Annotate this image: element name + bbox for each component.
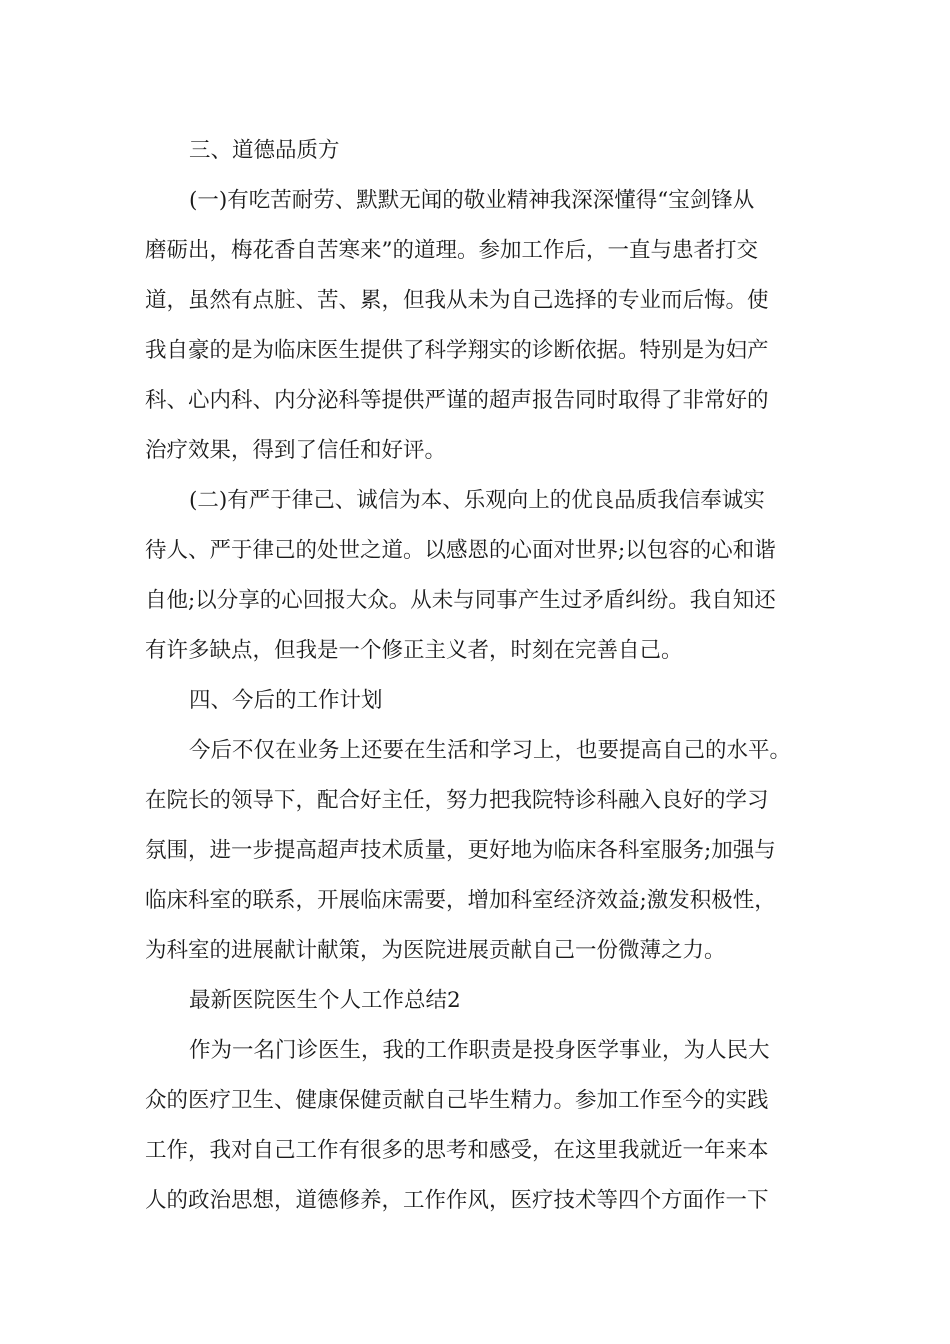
paragraph-line: 众的医疗卫生、健康保健贡献自己毕生精力。参加工作至今的实践: [145, 1088, 769, 1113]
paragraph-line: 道，虽然有点脏、苦、累，但我从未为自己选择的专业而后悔。使: [145, 288, 769, 313]
paragraph-line: 治疗效果，得到了信任和好评。: [145, 438, 447, 463]
article-title-summary-2: 最新医院医生个人工作总结2: [189, 988, 461, 1013]
paragraph-line: 氛围，进一步提高超声技术质量，更好地为临床各科室服务;加强与: [145, 838, 776, 863]
paragraph-line: (二)有严于律己、诚信为本、乐观向上的优良品质我信奉诚实: [189, 488, 765, 513]
paragraph-line: 临床科室的联系，开展临床需要，增加科室经济效益;激发积极性，: [145, 888, 776, 913]
section-heading-future-plan: 四、今后的工作计划: [189, 688, 383, 713]
paragraph-line: 自他;以分享的心回报大众。从未与同事产生过矛盾纠纷。我自知还: [145, 588, 776, 613]
section-heading-moral-quality: 三、道德品质方: [189, 138, 340, 163]
paragraph-line: 作为一名门诊医生，我的工作职责是投身医学事业，为人民大: [189, 1038, 770, 1063]
paragraph-line: 人的政治思想，道德修养，工作作风，医疗技术等四个方面作一下: [145, 1188, 769, 1213]
paragraph-line: 为科室的进展献计献策，为医院进展贡献自己一份微薄之力。: [145, 938, 726, 963]
paragraph-line: 有许多缺点，但我是一个修正主义者，时刻在完善自己。: [145, 638, 683, 663]
paragraph-line: 在院长的领导下，配合好主任，努力把我院特诊科融入良好的学习: [145, 788, 769, 813]
paragraph-line: 我自豪的是为临床医生提供了科学翔实的诊断依据。特别是为妇产: [145, 338, 769, 363]
paragraph-line: 工作，我对自己工作有很多的思考和感受，在这里我就近一年来本: [145, 1138, 769, 1163]
paragraph-line: 磨砺出，梅花香自苦寒来”的道理。参加工作后，一直与患者打交: [145, 238, 758, 263]
paragraph-line: 今后不仅在业务上还要在生活和学习上，也要提高自己的水平。: [189, 738, 792, 763]
paragraph-line: 科、心内科、内分泌科等提供严谨的超声报告同时取得了非常好的: [145, 388, 769, 413]
paragraph-line: (一)有吃苦耐劳、默默无闻的敬业精神我深深懂得“宝剑锋从: [189, 188, 755, 213]
paragraph-line: 待人、严于律己的处世之道。以感恩的心面对世界;以包容的心和谐: [145, 538, 776, 563]
document-body: [145, 126, 810, 1226]
